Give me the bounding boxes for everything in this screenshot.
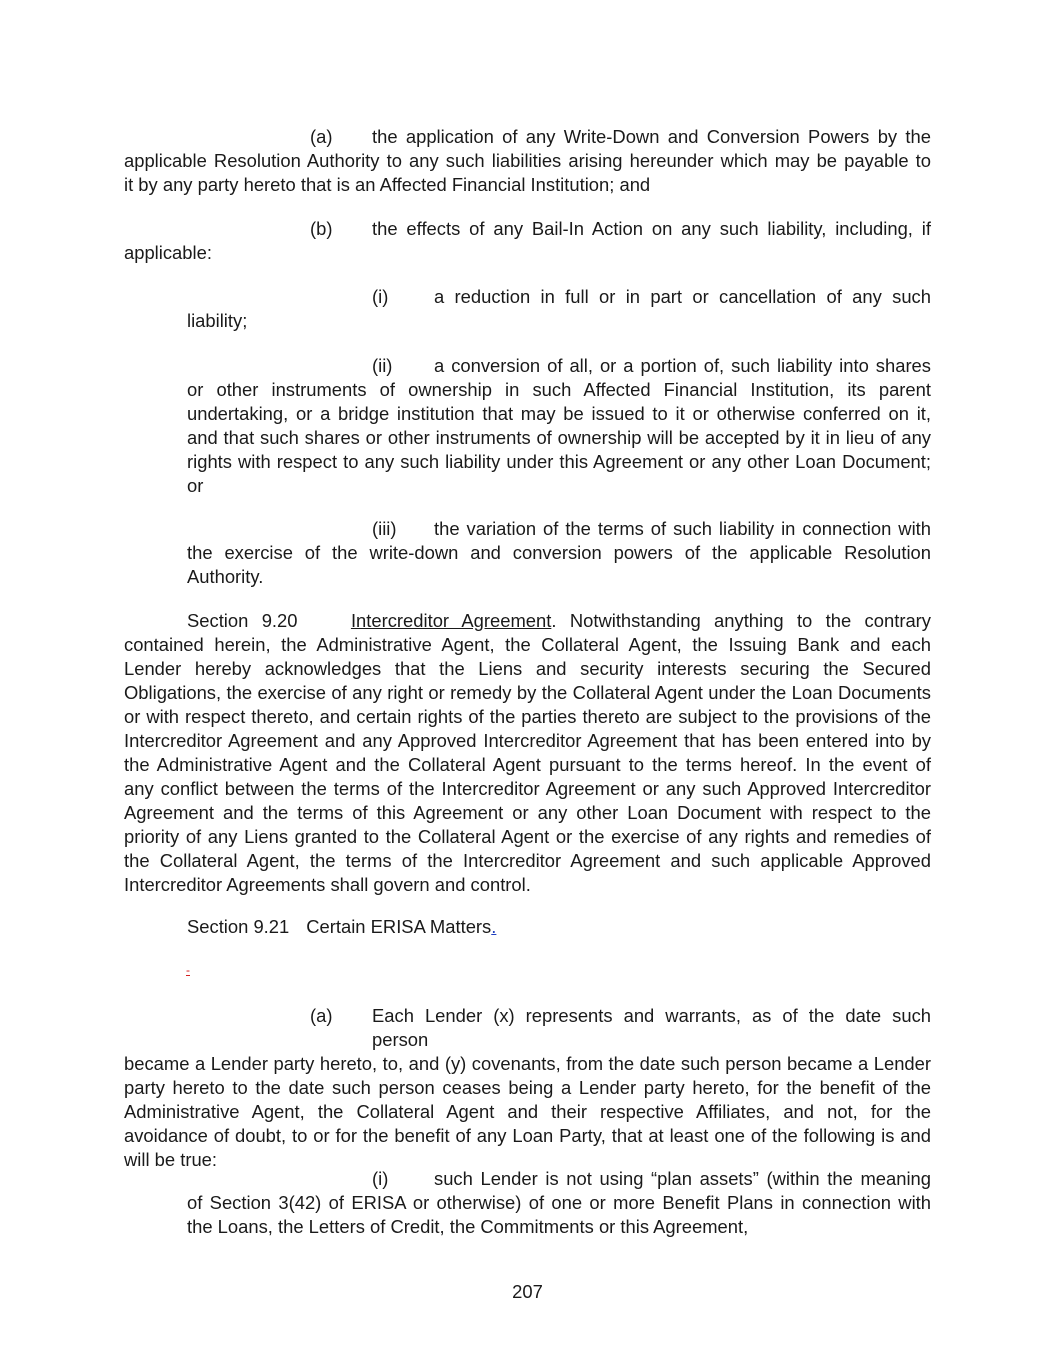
clause-a2-paragraph (124, 1004, 931, 1172)
clause-a2-i-label: (i) (372, 1168, 389, 1189)
section-9-20-paragraph (124, 609, 931, 897)
clause-a2-line: party hereto to the date such person ceases being a Lender party hereto, for the benefit of the (124, 1077, 931, 1098)
clause-a2-line: will be true: (124, 1149, 218, 1170)
clause-b-ii-line: rights with respect to any such liability under this Agreement or any other Loan Document; (187, 451, 931, 472)
revision-marker: - (186, 963, 190, 977)
section-9-20-line: the Collateral Agent, the terms of the Intercreditor Agreement and such applicable Approved (124, 850, 931, 871)
clause-b-iii-line: the variation of the terms of such liability in connection with (434, 518, 931, 539)
section-9-21-period: . (491, 916, 497, 937)
clause-b-ii-label: (ii) (372, 355, 393, 376)
section-9-20-line: contained herein, the Administrative Agent, the Collateral Agent, the Issuing Bank and each (124, 634, 931, 655)
clause-b-label: (b) (310, 218, 333, 239)
section-9-21-heading (187, 915, 496, 939)
clause-b-ii-line: a conversion of all, or a portion of, such liability into shares (434, 355, 931, 376)
section-9-20-line: any conflict between the terms of the Intercreditor Agreement or any such Approved Intercreditor (124, 778, 931, 799)
clause-a-label: (a) (310, 126, 333, 147)
section-9-21-number: Section 9.21 (187, 916, 290, 937)
clause-a2-line: Each Lender (x) represents and warrants, as of the date such person (372, 1005, 931, 1050)
clause-b-paragraph (124, 217, 931, 265)
clause-a-line: the application of any Write-Down and Conversion Powers by the (372, 126, 931, 147)
section-9-20-line: Agreement and the terms of this Agreement or any other Loan Document with respect to the (124, 802, 931, 823)
clause-a2-label: (a) (310, 1005, 333, 1026)
section-9-20-number: Section 9.20 (187, 610, 298, 631)
clause-a2-i-line: such Lender is not using “plan assets” (within the meaning (434, 1168, 931, 1189)
clause-a2-line: became a Lender party hereto, to, and (y) covenants, from the date such person became a Lender (124, 1053, 931, 1074)
clause-b-ii-line: or other instruments of ownership in such Affected Financial Institution, its parent (187, 379, 931, 400)
clause-b-ii-line: and that such shares or other instruments of ownership will be accepted by it in lieu of any (187, 427, 931, 448)
clause-b-ii-line: or (187, 475, 204, 496)
clause-a2-i-paragraph (187, 1167, 931, 1239)
section-9-20-line: or with respect thereto, and certain rights of the parties thereto are subject to the provisions of the (124, 706, 931, 727)
clause-b-ii-line: undertaking, or a bridge institution that may be issued to it or otherwise conferred on it, (187, 403, 931, 424)
clause-b-iii-line: Authority. (187, 566, 264, 587)
section-9-20-line: Intercreditor Agreements shall govern and control. (124, 874, 531, 895)
clause-b-i-label: (i) (372, 286, 389, 307)
section-9-20-line: Intercreditor Agreement and any Approved Intercreditor Agreement that has been entered into by (124, 730, 931, 751)
clause-a-line: it by any party hereto that is an Affected Financial Institution; and (124, 174, 651, 195)
clause-b-line: the effects of any Bail-In Action on any such liability, including, if (372, 218, 931, 239)
section-9-20-title: Intercreditor Agreement (350, 610, 552, 631)
section-9-20-line: Obligations, the exercise of any right or remedy by the Collateral Agent under the Loan Documents (124, 682, 931, 703)
clause-b-i-paragraph (187, 285, 931, 333)
clause-a-line: applicable Resolution Authority to any such liabilities arising hereunder which may be payable to (124, 150, 931, 171)
clause-a-paragraph (124, 125, 931, 197)
clause-a2-i-line: of Section 3(42) of ERISA or otherwise) of one or more Benefit Plans in connection with (187, 1192, 931, 1213)
clause-a2-line: avoidance of doubt, to or for the benefit of any Loan Party, that at least one of the following is and (124, 1125, 931, 1146)
clause-a2-i-line: the Loans, the Letters of Credit, the Commitments or this Agreement, (187, 1216, 749, 1237)
clause-b-iii-line: the exercise of the write-down and conversion powers of the applicable Resolution (187, 542, 931, 563)
clause-b-i-line: liability; (187, 310, 248, 331)
section-9-20-lead: . Notwithstanding anything to the contrary (551, 610, 931, 631)
section-9-20-heading-line (187, 609, 931, 633)
page-number: 207 (512, 1281, 543, 1302)
clause-b-i-line: a reduction in full or in part or cancellation of any such (434, 286, 931, 307)
section-9-20-line: the Administrative Agent and the Collateral Agent pursuant to the terms hereof. In the event of (124, 754, 931, 775)
section-9-20-line: priority of any Liens granted to the Collateral Agent or the exercise of any rights and remedies of (124, 826, 931, 847)
clause-b-iii-label: (iii) (372, 518, 397, 539)
section-9-20-line: Lender hereby acknowledges that the Liens and security interests securing the Secured (124, 658, 931, 679)
clause-a2-line: Administrative Agent, the Collateral Agent and their respective Affiliates, and not, for the (124, 1101, 931, 1122)
clause-b-iii-paragraph (187, 517, 931, 589)
clause-b-line: applicable: (124, 242, 212, 263)
section-9-21-title: Certain ERISA Matters (306, 916, 492, 937)
clause-b-ii-paragraph (187, 354, 931, 498)
